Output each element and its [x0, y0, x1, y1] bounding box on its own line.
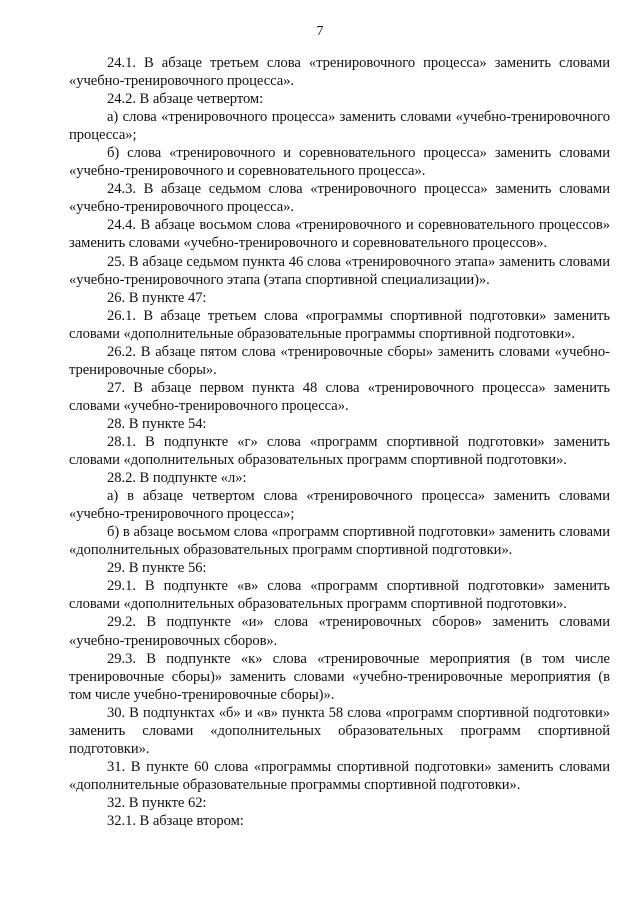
document-body: [69, 54, 610, 830]
page-number: 7: [316, 24, 324, 39]
paragraph: 26. В пункте 47:: [107, 289, 207, 306]
paragraph: 28.1. В подпункте «г» слова «программ спортивной подготовки» заменить словами «дополнительных образовательных программ спортивной подготовки».: [69, 433, 610, 469]
paragraph: а) в абзаце четвертом слова «тренировочного процесса» заменить словами «учебно-тренировочного процесса»;: [69, 488, 610, 523]
paragraph: 32.1. В абзаце втором:: [107, 812, 244, 829]
paragraph: 24.3. В абзаце седьмом слова «тренировочного процесса» заменить словами «учебно-тренировочного процесса».: [69, 181, 610, 216]
paragraph: 26.1. В абзаце третьем слова «программы спортивной подготовки» заменить словами «дополнительные образовательные программы спортивной подготовки».: [69, 307, 610, 342]
paragraph: 30. В подпунктах «б» и «в» пункта 58 слова «программ спортивной подготовки» заменить словами «дополнительных образовательных программ спортивной подготовки».: [69, 704, 610, 757]
paragraph: б) слова «тренировочного и соревновательного процесса» заменить словами «учебно-тренировочного и соревновательного процесса».: [69, 145, 610, 180]
paragraph: 28. В пункте 54:: [107, 415, 207, 432]
paragraph: 32. В пункте 62:: [107, 794, 207, 811]
paragraph: а) слова «тренировочного процесса» заменить словами «учебно-тренировочного процесса»;: [69, 109, 610, 144]
paragraph: 28.2. В подпункте «л»:: [107, 470, 247, 487]
paragraph: 29. В пункте 56:: [107, 560, 207, 577]
paragraph: 25. В абзаце седьмом пункта 46 слова «тренировочного этапа» заменить словами «учебно-тренировочного этапа (этапа спортивной специализации)».: [69, 253, 610, 288]
paragraph: 24.1. В абзаце третьем слова «тренировочного процесса» заменить словами «учебно-тренировочного процесса».: [69, 55, 610, 90]
paragraph: 26.2. В абзаце пятом слова «тренировочные сборы» заменить словами «учебно-тренировочные сборы».: [69, 343, 610, 378]
paragraph: 29.1. В подпункте «в» слова «программ спортивной подготовки» заменить словами «дополнительных образовательных программ спортивной подготовки».: [69, 578, 610, 613]
paragraph: 24.4. В абзаце восьмом слова «тренировочного и соревновательного процессов» заменить словами «учебно-тренировочного и соревновательного процессов».: [69, 217, 610, 252]
paragraph: 27. В абзаце первом пункта 48 слова «тренировочного процесса» заменить словами «учебно-тренировочного процесса».: [69, 379, 610, 414]
paragraph: 31. В пункте 60 слова «программы спортивной подготовки» заменить словами «дополнительные образовательные программы спортивной подготовки».: [69, 758, 610, 793]
paragraph: 24.2. В абзаце четвертом:: [107, 91, 264, 108]
paragraph: 29.3. В подпункте «к» слова «тренировочные мероприятия (в том числе тренировочные сборы)» заменить словами «учебно-тренировочные мероприятия (в том числе учебно-тренировочные сборы)».: [69, 650, 610, 703]
paragraph: б) в абзаце восьмом слова «программ спортивной подготовки» заменить словами «дополнительных образовательных программ спортивной подготовки».: [69, 524, 610, 559]
paragraph: 29.2. В подпункте «и» слова «тренировочных сборов» заменить словами «учебно-тренировочных сборов».: [69, 614, 610, 649]
